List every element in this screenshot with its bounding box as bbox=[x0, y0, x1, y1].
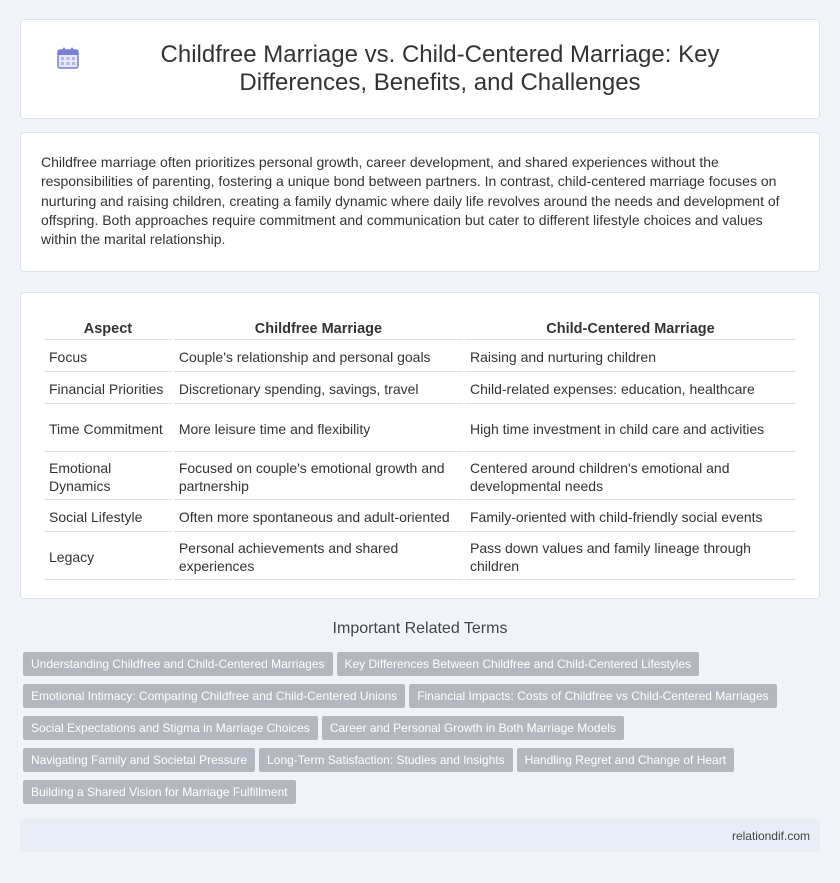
cell-childfree: Discretionary spending, savings, travel bbox=[174, 374, 463, 404]
header-aspect: Aspect bbox=[44, 319, 172, 340]
related-term-tag[interactable]: Long-Term Satisfaction: Studies and Insights bbox=[259, 748, 512, 772]
comparison-table bbox=[42, 317, 798, 582]
related-term-tag[interactable]: Social Expectations and Stigma in Marriage Choices bbox=[23, 716, 318, 740]
cell-child-centered: Raising and nurturing children bbox=[465, 342, 796, 372]
calendar-icon bbox=[55, 45, 81, 71]
header-card bbox=[20, 19, 820, 119]
footer bbox=[20, 819, 820, 852]
cell-child-centered: Pass down values and family lineage through children bbox=[465, 534, 796, 580]
intro-card bbox=[20, 132, 820, 272]
page-title: Childfree Marriage vs. Child-Centered Marriage: Key Differences, Benefits, and Challenges bbox=[160, 41, 720, 96]
related-term-tag[interactable]: Emotional Intimacy: Comparing Childfree and Child-Centered Unions bbox=[23, 684, 405, 708]
cell-child-centered: Child-related expenses: education, healthcare bbox=[465, 374, 796, 404]
related-term-tag[interactable]: Key Differences Between Childfree and Child-Centered Lifestyles bbox=[337, 652, 700, 676]
related-term-tag[interactable]: Career and Personal Growth in Both Marriage Models bbox=[322, 716, 624, 740]
table-row bbox=[44, 534, 796, 580]
related-term-tag[interactable]: Navigating Family and Societal Pressure bbox=[23, 748, 255, 772]
cell-aspect: Financial Priorities bbox=[44, 374, 172, 404]
header-childfree: Childfree Marriage bbox=[174, 319, 463, 340]
cell-child-centered: Family-oriented with child-friendly social events bbox=[465, 502, 796, 532]
related-term-tag[interactable]: Handling Regret and Change of Heart bbox=[517, 748, 734, 772]
cell-aspect: Time Commitment bbox=[44, 406, 172, 452]
footer-site-link[interactable]: relationdif.com bbox=[731, 828, 810, 843]
cell-childfree: Often more spontaneous and adult-oriented bbox=[174, 502, 463, 532]
cell-child-centered: Centered around children's emotional and developmental needs bbox=[465, 454, 796, 500]
related-terms-list bbox=[23, 652, 823, 812]
table-row bbox=[44, 454, 796, 500]
cell-childfree: Personal achievements and shared experiences bbox=[174, 534, 463, 580]
related-term-tag[interactable]: Understanding Childfree and Child-Centered Marriages bbox=[23, 652, 333, 676]
table-row bbox=[44, 502, 796, 532]
header-child-centered: Child-Centered Marriage bbox=[465, 319, 796, 340]
related-terms-title: Important Related Terms bbox=[332, 620, 508, 637]
cell-childfree: Focused on couple's emotional growth and partnership bbox=[174, 454, 463, 500]
table-header-row bbox=[44, 319, 796, 340]
cell-aspect: Legacy bbox=[44, 534, 172, 580]
intro-paragraph: Childfree marriage often prioritizes personal growth, career development, and shared experiences without the responsibilities of parenting, fostering a unique bond between partners. In contrast, child-centered marriage focuses on nurturing and raising children, creating a family dynamic where daily life revolves around the needs and development of offspring. Both approaches require commitment and communication but cater to different lifestyle choices and values within the marital relationship. bbox=[41, 154, 780, 248]
cell-aspect: Emotional Dynamics bbox=[44, 454, 172, 500]
table-row bbox=[44, 374, 796, 404]
cell-aspect: Social Lifestyle bbox=[44, 502, 172, 532]
related-term-tag[interactable]: Building a Shared Vision for Marriage Fulfillment bbox=[23, 780, 296, 804]
cell-childfree: More leisure time and flexibility bbox=[174, 406, 463, 452]
table-row bbox=[44, 406, 796, 452]
comparison-card bbox=[20, 292, 820, 599]
table-row bbox=[44, 342, 796, 372]
related-term-tag[interactable]: Financial Impacts: Costs of Childfree vs Child-Centered Marriages bbox=[409, 684, 776, 708]
cell-child-centered: High time investment in child care and activities bbox=[465, 406, 796, 452]
cell-childfree: Couple's relationship and personal goals bbox=[174, 342, 463, 372]
cell-aspect: Focus bbox=[44, 342, 172, 372]
